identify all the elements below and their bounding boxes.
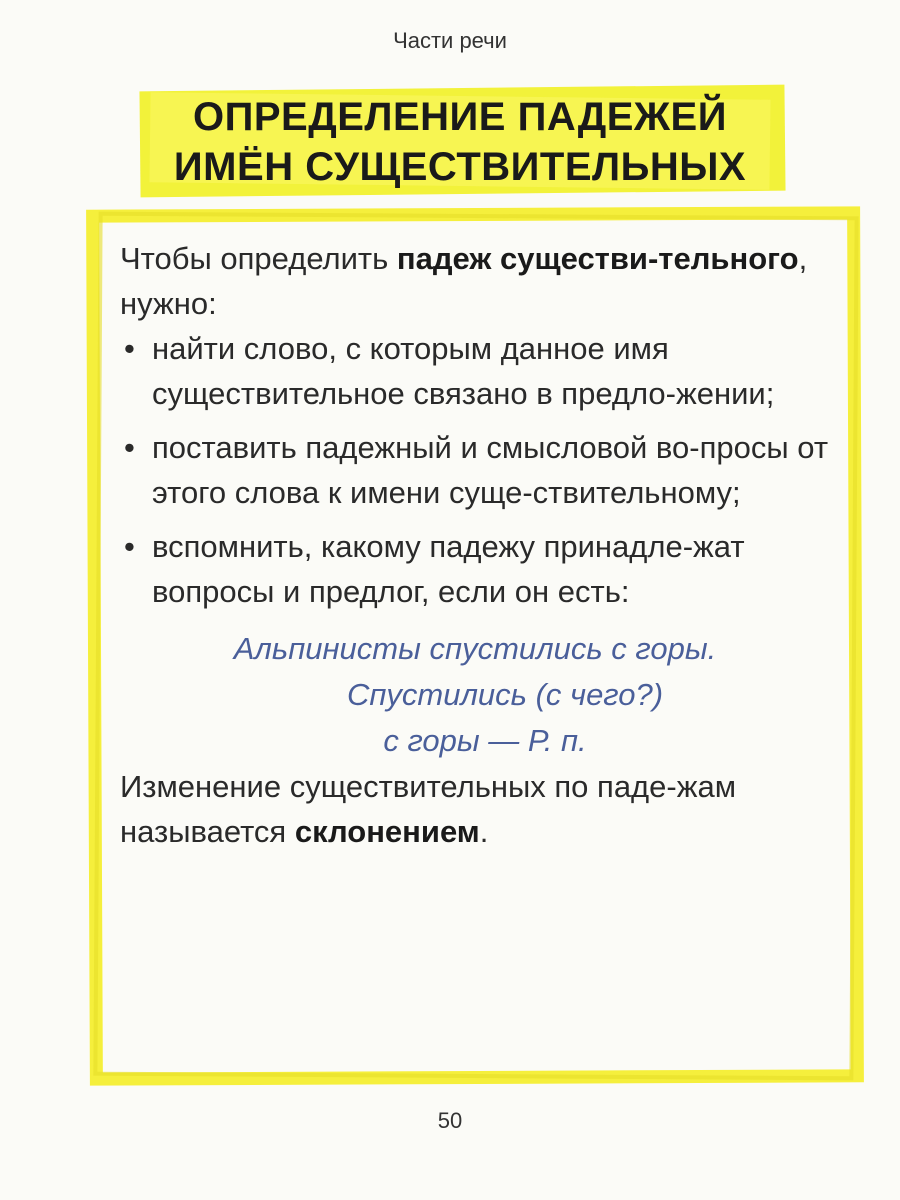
bullet-icon: • bbox=[124, 331, 135, 366]
title-line-1: ОПРЕДЕЛЕНИЕ ПАДЕЖЕЙ bbox=[193, 95, 727, 139]
bullet-icon: • bbox=[124, 430, 135, 465]
list-item bbox=[120, 326, 830, 416]
rule-content bbox=[120, 236, 830, 854]
list-item bbox=[120, 524, 830, 614]
conclusion-text-start: Изменение существительных по паде-жам называется bbox=[120, 769, 737, 849]
intro-text bbox=[120, 236, 830, 326]
title-line-2: ИМЁН СУЩЕСТВИТЕЛЬНЫХ bbox=[173, 145, 747, 189]
page-title bbox=[120, 92, 800, 192]
page-number: 50 bbox=[437, 1108, 463, 1133]
rule-list bbox=[120, 326, 830, 614]
list-item bbox=[120, 425, 830, 515]
rule-text-1: найти слово, с которым данное имя существительное связано в предло-жении; bbox=[152, 331, 775, 411]
conclusion-text bbox=[120, 764, 830, 854]
bullet-icon: • bbox=[124, 529, 135, 564]
intro-text-start: Чтобы определить bbox=[120, 241, 397, 276]
rule-text-3: вспомнить, какому падежу принадле-жат вопросы и предлог, если он есть: bbox=[152, 529, 745, 609]
example-line-3: с горы — Р. п. bbox=[383, 723, 587, 758]
conclusion-text-end: . bbox=[479, 814, 489, 849]
intro-text-end: , нужно: bbox=[120, 241, 808, 321]
example-line-1: Альпинисты спустились с горы. bbox=[233, 631, 717, 666]
rule-text-2: поставить падежный и смысловой во-просы от этого слова к имени суще-ствительному; bbox=[152, 430, 829, 510]
intro-term: падеж существи-тельного bbox=[396, 241, 799, 276]
example-block bbox=[120, 626, 830, 764]
conclusion-term: склонением bbox=[294, 814, 480, 849]
example-line-2: Спустились (с чего?) bbox=[346, 677, 664, 712]
section-header: Части речи bbox=[393, 28, 507, 53]
